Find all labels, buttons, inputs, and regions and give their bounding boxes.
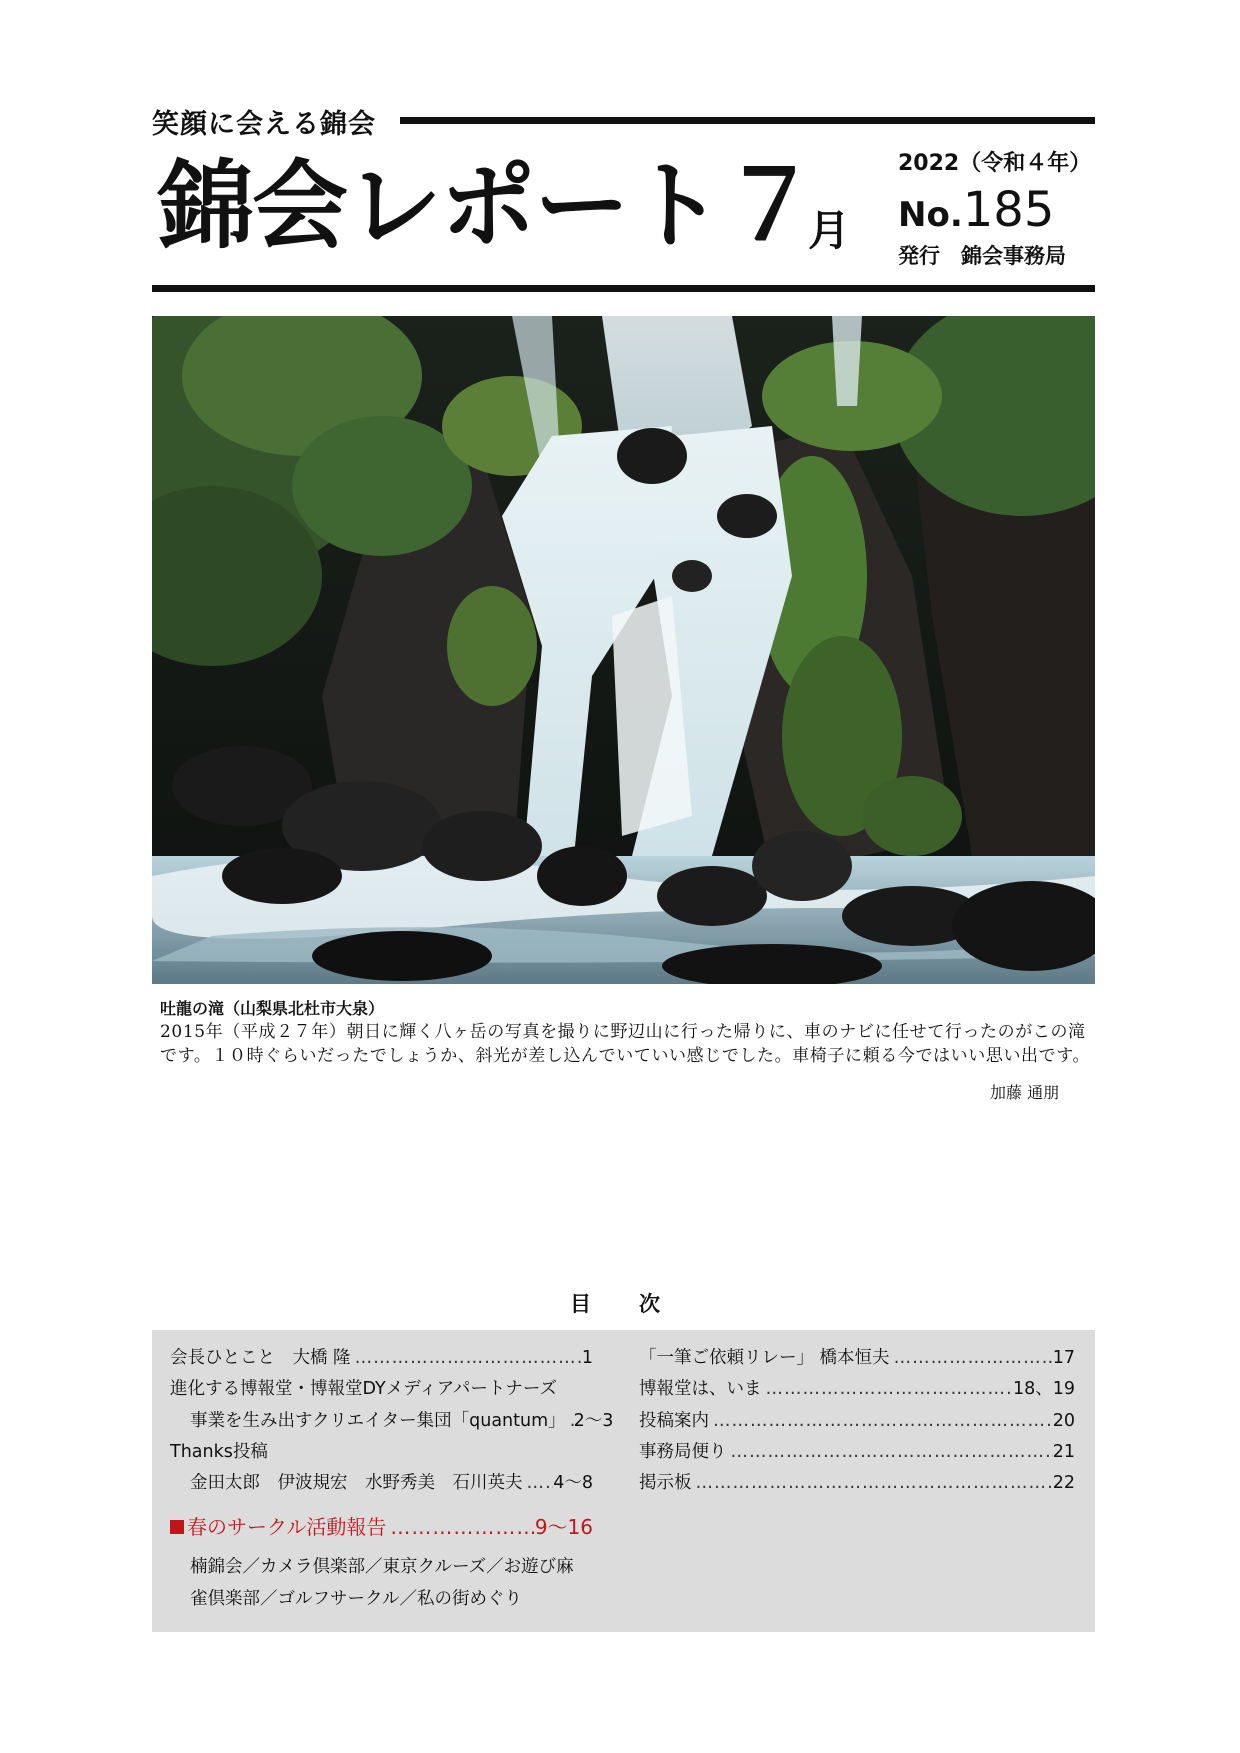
photo-caption-body: 2015年（平成２７年）朝日に輝く八ヶ岳の写真を撮りに野辺山に行った帰りに、車のナビに任せて行ったのがこの滝です。１０時ぐらいだったでしょうか、斜光が差し込んでいていい感じでした。車椅子に頼る今ではいい思い出です。 (160, 1022, 1091, 1066)
toc-entry-label: 投稿案内 (639, 1411, 709, 1431)
toc-entry[interactable] (190, 1410, 614, 1432)
toc-entry-label: 「一筆ご依頼リレー」 橋本恒夫 (639, 1348, 890, 1368)
toc-entry-page: 4〜8 (553, 1473, 593, 1493)
toc-leader-dots (566, 1410, 574, 1432)
month-suffix: 月 (808, 206, 851, 255)
toc-leader-dots (523, 1472, 554, 1494)
toc-entry-page: 22 (1052, 1473, 1075, 1493)
header-bottom-rule (152, 285, 1095, 292)
toc-box (152, 1330, 1095, 1632)
toc-featured-entry[interactable] (170, 1516, 593, 1538)
toc-entry[interactable] (639, 1410, 1075, 1432)
toc-entry-label: 博報堂は、いま (639, 1379, 762, 1399)
report-title: 錦会レポート７ (158, 150, 816, 262)
toc-entry-label: 事務局便り (639, 1442, 727, 1462)
toc-entry[interactable] (190, 1472, 593, 1494)
red-square-icon (170, 1520, 184, 1534)
toc-leader-dots (692, 1472, 1053, 1494)
toc-heading: 目 次 (570, 1292, 662, 1316)
publisher: 発行 錦会事務局 (898, 244, 1066, 268)
toc-entry-label: 掲示板 (639, 1473, 692, 1493)
toc-entry[interactable] (639, 1347, 1075, 1369)
toc-entry-label: 事業を生み出すクリエイター集団「quantum」 (190, 1411, 566, 1431)
toc-featured-page: 9〜16 (534, 1515, 593, 1539)
toc-entry[interactable] (170, 1347, 593, 1369)
toc-entry-page: 1 (581, 1348, 593, 1368)
issue-number (898, 182, 1055, 238)
toc-entry-label[interactable]: Thanks投稿 (170, 1442, 268, 1462)
toc-entry-page: 18、19 (1012, 1379, 1075, 1399)
toc-entry-label: 金田太郎 伊波規宏 水野秀美 石川英夫 (190, 1473, 523, 1493)
issue-year: 2022（令和４年） (898, 151, 1092, 176)
toc-leader-dots (386, 1516, 534, 1538)
photo-caption-title: 吐龍の滝（山梨県北杜市大泉） (160, 999, 385, 1018)
toc-leader-dots (351, 1347, 582, 1369)
toc-entry-label: 会長ひとこと 大橋 隆 (170, 1348, 351, 1368)
toc-entry[interactable] (639, 1441, 1075, 1463)
toc-entry-page: 17 (1052, 1348, 1075, 1368)
toc-featured-label: 春のサークル活動報告 (187, 1515, 387, 1539)
toc-entry-label[interactable]: 進化する博報堂・博報堂DYメディアパートナーズ (170, 1379, 558, 1399)
photo-caption-author: 加藤 通朋 (990, 1083, 1060, 1102)
toc-entry[interactable] (639, 1472, 1075, 1494)
toc-leader-dots (762, 1378, 1013, 1400)
toc-leader-dots (727, 1441, 1053, 1463)
toc-entry[interactable] (639, 1378, 1075, 1400)
toc-featured-subitems: 楠錦会／カメラ倶楽部／東京クルーズ／お遊び麻 (190, 1557, 574, 1577)
toc-entry-page: 2〜3 (573, 1411, 614, 1431)
issue-number-value: 185 (962, 182, 1055, 238)
waterfall-photo (152, 316, 1095, 984)
toc-featured-subitems: 雀倶楽部／ゴルフサークル／私の街めぐり (190, 1589, 522, 1609)
tagline: 笑顔に会える錦会 (152, 109, 376, 140)
toc-leader-dots (709, 1410, 1053, 1432)
toc-entry-page: 21 (1052, 1442, 1075, 1462)
issue-number-prefix: No. (898, 195, 963, 235)
toc-leader-dots (890, 1347, 1053, 1369)
header-top-rule (400, 117, 1095, 124)
toc-entry-page: 20 (1052, 1411, 1075, 1431)
